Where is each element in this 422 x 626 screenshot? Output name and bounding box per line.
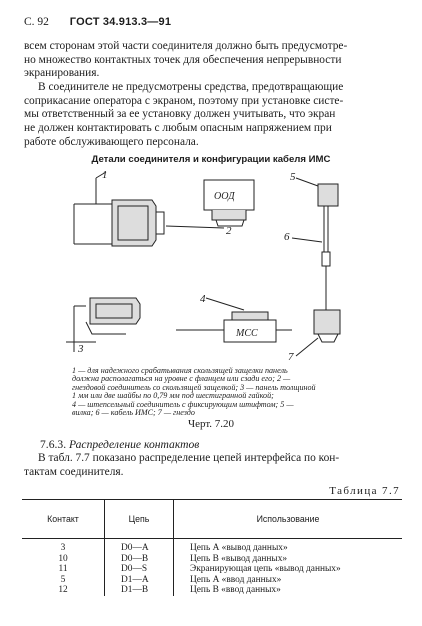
legend-line: 1 — для надежного срабатывания скользящей защелки панель	[72, 367, 288, 375]
label-3: 3	[78, 343, 84, 355]
text-line: мы ответственный за ее установку должен учитывать, что экран	[24, 108, 336, 121]
cell-circuit: D0—B	[105, 554, 174, 565]
table-row	[22, 585, 402, 596]
legend-line: 1 мм или две шайбы по 0,79 мм под шестигранной гайкой;	[72, 391, 274, 401]
label-5: 5	[290, 171, 296, 183]
legend-line: должна располагаться на уровне с фланцем или сзади его; 2 —	[72, 374, 291, 384]
paragraph-2	[24, 81, 402, 150]
paragraph-1	[24, 40, 402, 81]
cell-usage: Цепь В «ввод данных»	[174, 585, 403, 596]
leader-4	[206, 298, 244, 310]
legend-line: гнездовой соединитель со скользящей защелкой; 3 — панель толщиной	[72, 382, 316, 392]
standard-code: ГОСТ 34.913.3—91	[69, 16, 172, 28]
text-line: не должен контактировать с любым опасным напряжением при	[24, 122, 332, 135]
cell-contact: 10	[58, 553, 68, 564]
column-header-circuit: Цепь	[105, 500, 174, 539]
label-7: 7	[288, 351, 294, 363]
text-line: экранирования.	[24, 67, 100, 80]
cable-plug	[318, 184, 338, 266]
leader-6	[292, 238, 322, 242]
figure-legend-tail	[72, 401, 372, 418]
table-row	[22, 554, 402, 565]
cell-circuit: D0—S	[105, 564, 174, 575]
page-header	[24, 16, 171, 28]
legend-line: 4 — штепсельный соединитель с фиксирующим штифтом; 5 —	[72, 400, 294, 409]
contacts-table	[22, 499, 402, 596]
cell-contact: 12	[58, 585, 68, 596]
panel-drawing	[74, 178, 164, 246]
section-title: Распределение контактов	[69, 438, 200, 451]
cable-socket	[314, 266, 340, 342]
section-number: 7.6.3.	[40, 438, 67, 451]
cell-usage: Цепь А «вывод данных»	[174, 539, 403, 554]
ood-box-label: ООД	[214, 191, 235, 202]
cell-circuit: D1—B	[105, 585, 174, 596]
section-heading	[40, 438, 199, 451]
cell-circuit: D1—A	[105, 575, 174, 586]
cell-contact: 11	[58, 564, 68, 575]
label-4: 4	[200, 293, 206, 305]
cell-usage: Цепь А «ввод данных»	[174, 575, 403, 586]
text-line: В соединителе не предусмотрены средства, предотвращающие	[38, 81, 344, 93]
figure-title: Детали соединителя и конфигурации кабеля ИМС	[91, 154, 331, 165]
mcc-box-label: МСС	[236, 328, 258, 339]
label-6: 6	[284, 231, 290, 243]
column-header-usage: Использование	[174, 500, 403, 539]
ood-box	[204, 180, 254, 226]
leader-7	[296, 338, 318, 356]
cell-usage: Цепь В «вывод данных»	[174, 554, 403, 565]
label-2: 2	[226, 225, 232, 237]
cell-contact: 3	[60, 543, 66, 553]
text-line: всем сторонам этой части соединителя должно быть предусмотре-	[24, 40, 348, 52]
column-header-contact: Контакт	[22, 500, 105, 539]
page-number: С. 92	[24, 16, 49, 28]
mcc-box	[176, 312, 292, 342]
leader-2	[166, 226, 224, 228]
connector-diagram	[56, 166, 356, 366]
paragraph-3	[24, 452, 402, 479]
table-header-row	[22, 500, 402, 539]
text-line: соприкасание оператора с экраном, поэтому при установке систе-	[24, 94, 344, 107]
table-row	[22, 575, 402, 586]
figure-legend	[72, 367, 372, 401]
cell-usage: Экранирующая цепь «вывод данных»	[174, 564, 403, 575]
table-caption: Таблица 7.7	[329, 485, 400, 497]
leader-5	[296, 178, 318, 186]
text-line: тактам соединителя.	[24, 465, 124, 478]
legend-line: вилка; 6 — кабель ИМС; 7 — гнездо	[72, 408, 195, 417]
table-row	[22, 539, 402, 554]
label-1: 1	[102, 169, 108, 181]
figure-caption: Черт. 7.20	[187, 418, 235, 430]
text-line: работе обслуживающего персонала.	[24, 135, 199, 148]
table-row	[22, 564, 402, 575]
cell-contact: 5	[60, 574, 66, 585]
cell-circuit: D0—A	[105, 539, 174, 554]
text-line: В табл. 7.7 показано распределение цепей интерфейса по кон-	[38, 452, 340, 464]
text-line: но множество контактных точек для обеспечения непрерывности	[24, 53, 342, 66]
